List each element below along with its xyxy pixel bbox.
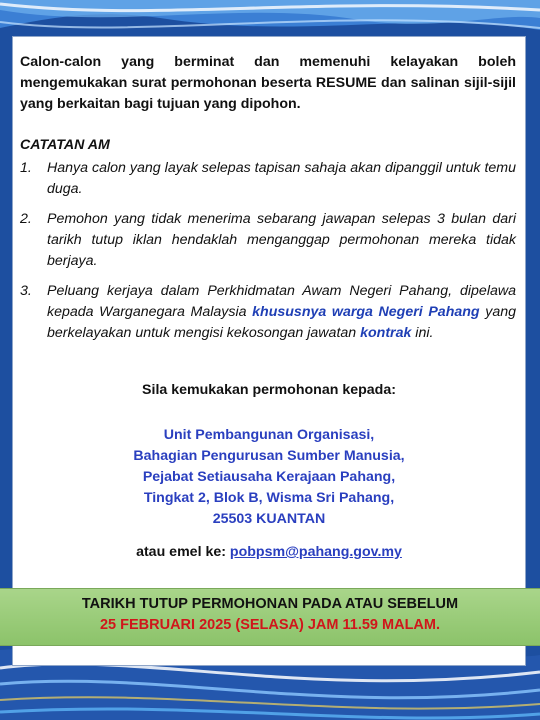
note-text-part: yang berkelayakan untuk mengisi kekosongan jawatan — [47, 304, 516, 341]
content-card — [12, 36, 526, 666]
note-text — [47, 281, 516, 344]
note-text: Pemohon yang tidak menerima sebarang jawapan selepas 3 bulan dari tarikh tutup iklan hendaklah menganggap permohonan mereka tidak berjaya. — [47, 211, 516, 269]
notes-heading: CATATAN AM — [20, 137, 110, 153]
address-line: Pejabat Setiausaha Kerajaan Pahang, — [142, 469, 396, 485]
submit-instruction: Sila kemukakan permohonan kepada: — [142, 382, 396, 398]
note-text-part: ini. — [411, 325, 434, 341]
deadline-date: 25 FEBRUARI 2025 (SELASA) JAM 11.59 MALAM. — [99, 617, 441, 633]
intro-paragraph: Calon-calon yang berminat dan memenuhi kelayakan boleh mengemukakan surat permohonan beserta RESUME dan salinan sijil-sijil yang berkaitan bagi tujuan yang dipohon. — [20, 54, 516, 112]
address-block — [12, 425, 526, 530]
address-line: Unit Pembangunan Organisasi, — [163, 427, 375, 443]
email-label: atau emel ke: — [136, 544, 230, 560]
note-text-part: Peluang kerjaya dalam Perkhidmatan Awam Negeri Pahang, dipelawa kepada Warganegara Malaysia — [47, 283, 516, 320]
note-emphasis: kontrak — [360, 325, 412, 341]
note-number: 2. — [20, 211, 32, 227]
email-link[interactable]: pobpsm@pahang.gov.my — [229, 544, 402, 560]
address-line: Tingkat 2, Blok B, Wisma Sri Pahang, — [143, 490, 395, 506]
address-line: Bahagian Pengurusan Sumber Manusia, — [133, 448, 405, 464]
note-number: 1. — [20, 160, 32, 176]
address-line: 25503 KUANTAN — [212, 511, 326, 527]
note-number: 3. — [20, 283, 32, 299]
deadline-title: TARIKH TUTUP PERMOHONAN PADA ATAU SEBELUM — [81, 596, 459, 612]
note-text: Hanya calon yang layak selepas tapisan sahaja akan dipanggil untuk temu duga. — [47, 160, 516, 197]
email-row — [12, 544, 526, 560]
note-emphasis: khususnya warga Negeri Pahang — [252, 304, 480, 320]
